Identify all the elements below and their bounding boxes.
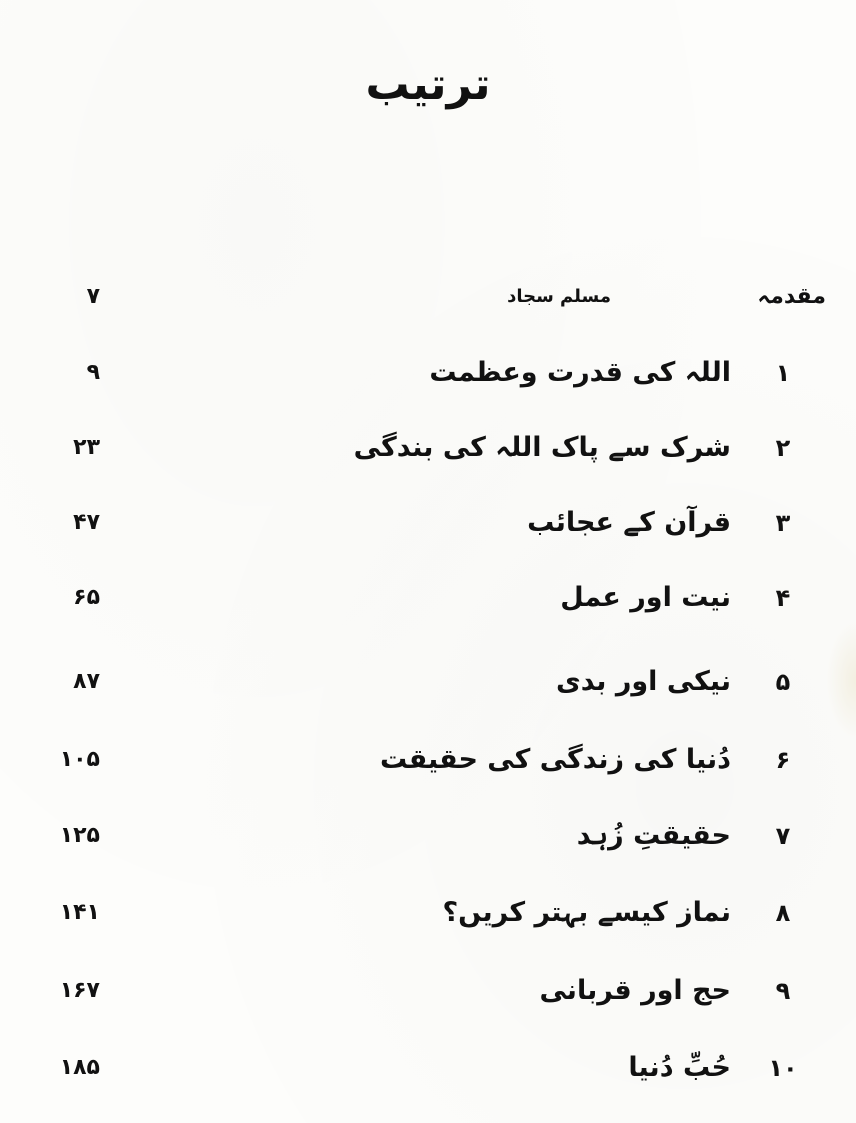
toc-row — [0, 966, 856, 1016]
chapter-number: ۱ — [775, 359, 791, 387]
toc-row — [0, 498, 856, 548]
chapter-page-number: ۲۳ — [73, 435, 100, 460]
chapter-title: دُنیا کی زندگی کی حقیقت — [379, 744, 731, 775]
toc-row — [0, 1043, 856, 1093]
toc-row — [0, 423, 856, 473]
chapter-number: ۴ — [775, 584, 791, 612]
toc-row — [0, 348, 856, 398]
chapter-title: نیکی اور بدی — [555, 666, 731, 697]
chapter-page-number: ۱۸۵ — [59, 1055, 100, 1080]
chapter-page-number: ۱۰۵ — [59, 747, 100, 772]
chapter-title: حج اور قربانی — [539, 975, 731, 1006]
toc-row — [0, 811, 856, 861]
chapter-title: حقیقتِ زُہد — [576, 820, 731, 851]
chapter-page-number: ۱۶۷ — [59, 978, 100, 1003]
intro-author: مسلم سجاد — [507, 286, 611, 307]
intro-label: مقدمہ — [757, 284, 826, 309]
intro-row — [0, 272, 856, 322]
toc-row — [0, 735, 856, 785]
intro-page-number: ۷ — [86, 284, 100, 309]
chapter-number: ۷ — [775, 822, 791, 850]
chapter-page-number: ۸۷ — [73, 669, 100, 694]
chapter-number: ۳ — [775, 509, 791, 537]
chapter-page-number: ۱۴۱ — [59, 900, 100, 925]
toc-row — [0, 657, 856, 707]
chapter-number: ۶ — [775, 746, 791, 774]
chapter-number: ۵ — [775, 668, 791, 696]
chapter-page-number: ۱۲۵ — [59, 823, 100, 848]
chapter-number: ۱۰ — [768, 1054, 798, 1082]
toc-row — [0, 888, 856, 938]
page-title: ترتیب — [365, 59, 491, 110]
chapter-title: قرآن کے عجائب — [527, 507, 731, 538]
chapter-number: ۲ — [775, 434, 791, 462]
toc-row — [0, 573, 856, 623]
chapter-title: اللہ کی قدرت وعظمت — [429, 357, 731, 388]
paper-stain — [826, 620, 856, 740]
chapter-title: حُبِّ دُنیا — [628, 1052, 731, 1083]
chapter-number: ۸ — [775, 899, 791, 927]
chapter-page-number: ۶۵ — [73, 585, 100, 610]
chapter-page-number: ۴۷ — [73, 510, 100, 535]
chapter-number: ۹ — [775, 977, 791, 1005]
chapter-title: نیت اور عمل — [560, 582, 731, 613]
chapter-title: شرک سے پاک اللہ کی بندگی — [353, 432, 731, 463]
chapter-title: نماز کیسے بہتر کریں؟ — [442, 897, 731, 928]
chapter-page-number: ۹ — [86, 360, 100, 385]
